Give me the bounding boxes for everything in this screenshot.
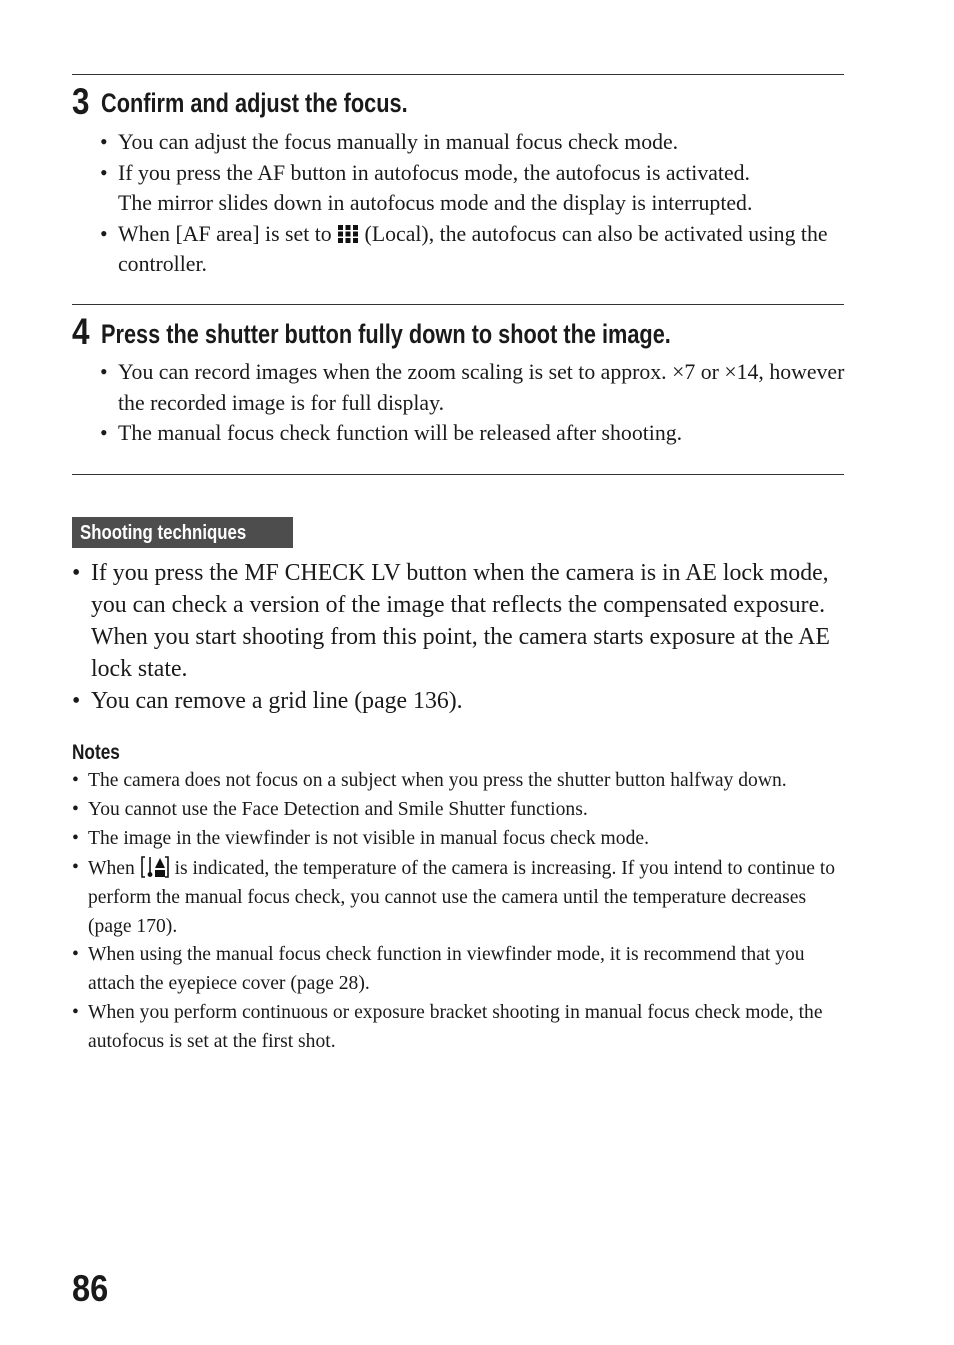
list-item: • You can remove a grid line (page 136). [72,688,463,714]
step4-title: Press the shutter button fully down to shoot the image. [101,319,671,349]
step3-number: 3 [72,81,90,122]
list-item: • You can record images when the zoom scaling is set to approx. ×7 or ×14, however the recorded image is for full display. [100,360,845,415]
notes-list [72,767,848,1057]
techniques-list [72,557,847,717]
list-item: • If you press the AF button in autofocus mode, the autofocus is activated. The mirror slides down in autofocus mode and the display is interrupted. [100,160,753,215]
temperature-warning-icon [140,854,170,880]
list-item: • The camera does not focus on a subject when you press the shutter button halfway down. [72,770,787,791]
step4-divider [72,304,844,305]
local-af-area-icon [337,224,359,244]
list-item: • When using the manual focus check function in viewfinder mode, it is recommend that you attach the eyepiece cover (page 28). [72,944,805,995]
step4-number: 4 [72,311,90,352]
step3-divider [72,74,844,75]
list-item: • The manual focus check function will be released after shooting. [100,421,683,445]
list-item: • When [AF area] is set to (Local), the autofocus can also be activated using the controller. [100,221,828,276]
step3-list [100,127,845,280]
list-item: • The image in the viewfinder is not visible in manual focus check mode. [72,827,649,849]
step4-list [100,357,845,449]
step3-title: Confirm and adjust the focus. [101,88,408,118]
shooting-techniques-label: Shooting techniques [72,517,293,548]
page-number: 86 [72,1268,109,1309]
list-item: • You can adjust the focus manually in manual focus check mode. [100,130,679,154]
notes-heading: Notes [72,741,120,764]
list-item: • If you press the MF CHECK LV button when the camera is in AE lock mode, you can check a version of the image that reflects the compensated exposure. When you start shooting from this point, the camera starts exposure at the AE lock state. [72,560,830,682]
list-item: • When you perform continuous or exposure bracket shooting in manual focus check mode, the autofocus is set at the first shot. [72,1002,823,1053]
list-item: • When is indicated, the temperature of the camera is increasing. If you intend to continue to perform the manual focus check, you cannot use the camera until the temperature decreases (page 170). [72,854,848,942]
section-divider [72,474,844,475]
list-item: • You cannot use the Face Detection and Smile Shutter functions. [72,798,588,820]
